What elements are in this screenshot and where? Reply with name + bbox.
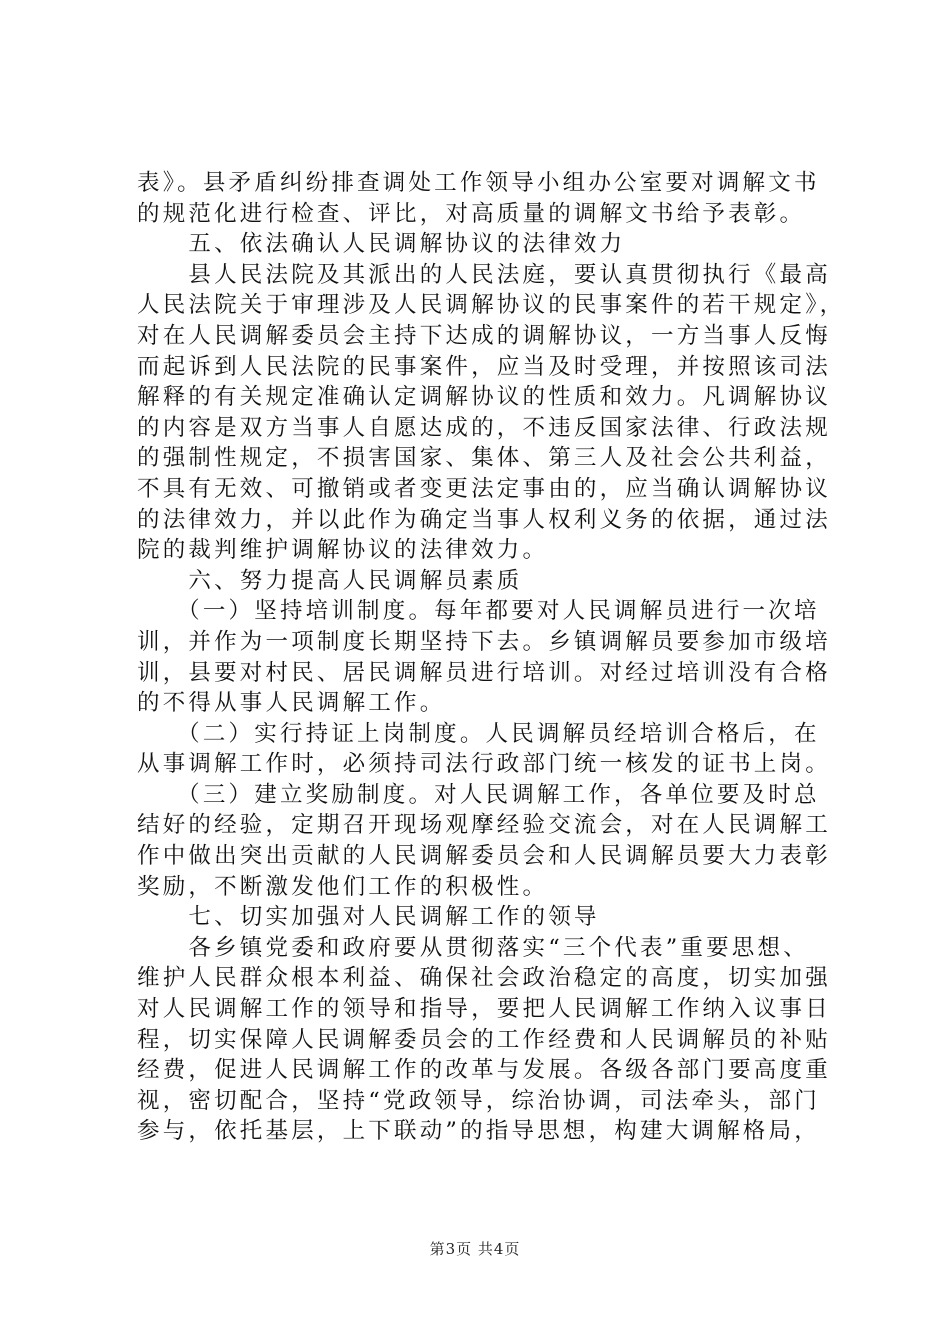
text-line: （二）实行持证上岗制度。人民调解员经培训合格后，在 <box>137 720 820 747</box>
text-line: 对在人民调解委员会主持下达成的调解协议，一方当事人反悔 <box>137 322 831 349</box>
text-line: 解释的有关规定准确认定调解协议的性质和效力。凡调解协议 <box>137 384 831 411</box>
text-line: 从事调解工作时，必须持司法行政部门统一核发的证书上岗。 <box>137 751 831 778</box>
text-line: 训，并作为一项制度长期坚持下去。乡镇调解员要参加市级培 <box>137 628 831 655</box>
text-line: 的强制性规定，不损害国家、集体、第三人及社会公共利益， <box>137 445 831 472</box>
text-line: 院的裁判维护调解协议的法律效力。 <box>137 537 549 564</box>
text-line: 训，县要对村民、居民调解员进行培训。对经过培训没有合格 <box>137 659 831 686</box>
text-line: 参与，依托基层，上下联动”的指导思想，构建大调解格局， <box>137 1118 820 1145</box>
text-line: 表》。县矛盾纠纷排查调处工作领导小组办公室要对调解文书 <box>137 170 820 196</box>
document-body <box>137 168 846 1147</box>
text-line: 经费，促进人民调解工作的改革与发展。各级各部门要高度重 <box>137 1057 831 1084</box>
text-line: 作中做出突出贡献的人民调解委员会和人民调解员要大力表彰 <box>137 843 831 870</box>
text-line: 结好的经验，定期召开现场观摩经验交流会，对在人民调解工 <box>137 812 831 839</box>
text-line: 而起诉到人民法院的民事案件，应当及时受理，并按照该司法 <box>137 353 831 380</box>
text-line: 维护人民群众根本利益、确保社会政治稳定的高度，切实加强 <box>137 965 831 992</box>
text-line: 县人民法院及其派出的人民法庭，要认真贯彻执行《最高 <box>137 261 831 288</box>
text-line: 人民法院关于审理涉及人民调解协议的民事案件的若干规定》， <box>137 292 846 319</box>
text-line: 的内容是双方当事人自愿达成的，不违反国家法律、行政法规 <box>137 414 831 441</box>
text-line: 视，密切配合，坚持“党政领导，综治协调，司法牵头，部门 <box>137 1087 820 1114</box>
text-line: 的规范化进行检查、评比，对高质量的调解文书给予表彰。 <box>137 200 806 227</box>
text-line: 程，切实保障人民调解委员会的工作经费和人民调解员的补贴 <box>137 1026 831 1053</box>
section-heading: 五、依法确认人民调解协议的法律效力 <box>137 231 626 258</box>
text-line: 的法律效力，并以此作为确定当事人权利义务的依据，通过法 <box>137 506 831 533</box>
section-heading: 六、努力提高人民调解员素质 <box>137 567 523 594</box>
text-line: 对人民调解工作的领导和指导，要把人民调解工作纳入议事日 <box>137 996 831 1023</box>
page-number-footer: 第3页 共4页 <box>429 1240 521 1258</box>
text-line: （一）坚持培训制度。每年都要对人民调解员进行一次培 <box>137 598 820 625</box>
text-line: 的不得从事人民调解工作。 <box>137 690 446 717</box>
section-heading: 七、切实加强对人民调解工作的领导 <box>137 904 600 931</box>
text-line: 不具有无效、可撤销或者变更法定事由的，应当确认调解协议 <box>137 475 831 502</box>
text-line: 各乡镇党委和政府要从贯彻落实“三个代表”重要思想、 <box>137 934 809 961</box>
text-line: （三）建立奖励制度。对人民调解工作，各单位要及时总 <box>137 781 820 808</box>
text-line: 奖励，不断激发他们工作的积极性。 <box>137 873 549 900</box>
